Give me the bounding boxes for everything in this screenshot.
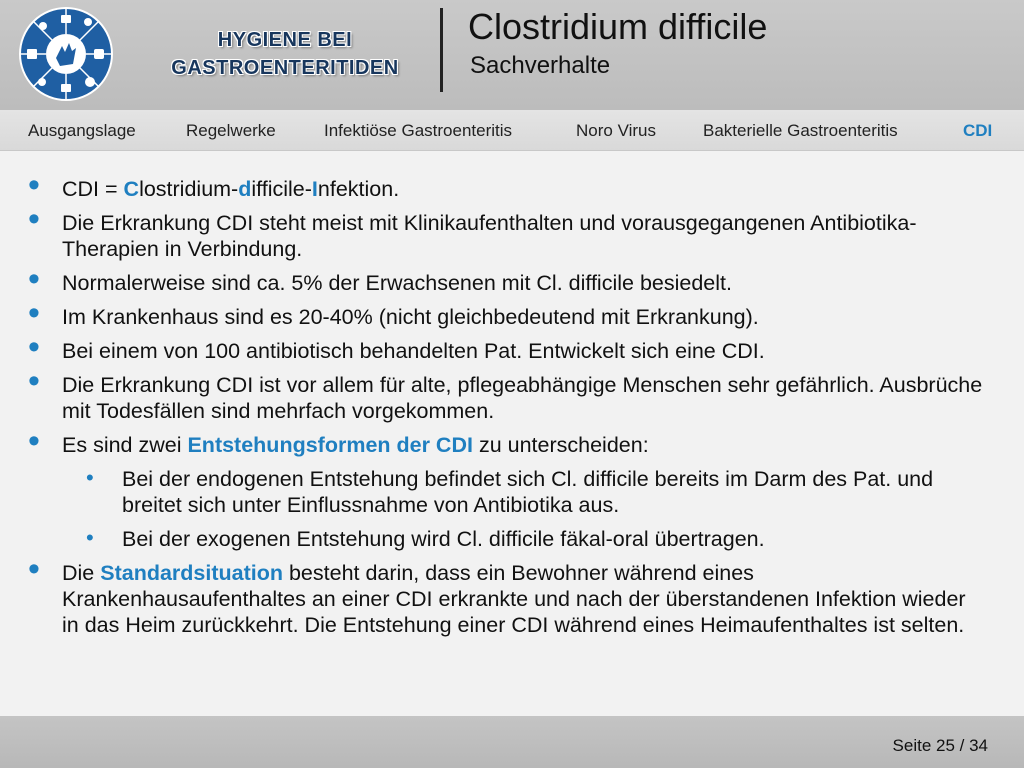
brand-line-1: HYGIENE BEI: [217, 29, 353, 51]
nav-item-ausgangslage[interactable]: Ausgangslage: [28, 121, 136, 140]
slide-header: [0, 0, 1024, 110]
bullet-cdi-definition: • CDI = Clostridium-difficile-Infektion.: [28, 176, 988, 202]
page-subtitle: Sachverhalte: [470, 52, 611, 79]
brand-line-2: GASTROENTERITIDEN: [171, 57, 399, 79]
hygiene-logo-icon: [18, 6, 114, 102]
nav-item-bakterielle-gastroenteritis[interactable]: Bakterielle Gastroenteritis: [703, 121, 898, 140]
nav-item-regelwerke[interactable]: Regelwerke: [186, 121, 276, 140]
section-nav: [0, 110, 1024, 151]
sub-bullet-endogen: • Bei der endogenen Entstehung befindet sich Cl. difficile bereits im Darm des Pat. und breitet sich unter Einflussnahme von Antibiotika aus.: [28, 466, 988, 518]
bullet-risikogruppe: • Die Erkrankung CDI ist vor allem für alte, pflegeabhängige Menschen sehr gefährlich. Ausbrüche mit Todesfällen sind mehrfach vorgekommen.: [28, 372, 988, 424]
slide-footer: [0, 716, 1024, 768]
nav-item-cdi[interactable]: CDI: [963, 121, 993, 140]
nav-item-noro-virus[interactable]: Noro Virus: [576, 121, 656, 140]
page-number: Seite 25 / 34: [892, 736, 988, 755]
bullet-klinikaufenthalte: • Die Erkrankung CDI steht meist mit Klinikaufenthalten und vorausgegangenen Antibiotika-Therapien in Verbindung.: [28, 210, 988, 262]
page-title: Clostridium difficile: [468, 6, 768, 47]
header-divider: [440, 8, 443, 92]
sub-bullet-exogen: • Bei der exogenen Entstehung wird Cl. difficile fäkal-oral übertragen.: [28, 526, 988, 552]
nav-item-infektioese-gastroenteritis[interactable]: Infektiöse Gastroenteritis: [324, 121, 513, 140]
slide-content: [28, 176, 988, 646]
bullet-antibiotika-rate: • Bei einem von 100 antibiotisch behandelten Pat. Entwickelt sich eine CDI.: [28, 338, 988, 364]
brand-title: [140, 26, 430, 82]
bullet-krankenhaus-rate: • Im Krankenhaus sind es 20-40% (nicht gleichbedeutend mit Erkrankung).: [28, 304, 988, 330]
bullet-entstehungsformen: • Es sind zwei Entstehungsformen der CDI zu unterscheiden:: [28, 432, 988, 458]
bullet-besiedelung: • Normalerweise sind ca. 5% der Erwachsenen mit Cl. difficile besiedelt.: [28, 270, 988, 296]
bullet-standardsituation: • Die Standardsituation besteht darin, dass ein Bewohner während eines Krankenhausaufenthaltes an einer CDI erkrankte und nach der überstandenen Infektion wieder in das Heim zurückkehrt. Die Entstehung einer CDI während eines Heimaufenthaltes ist selten.: [28, 560, 988, 638]
